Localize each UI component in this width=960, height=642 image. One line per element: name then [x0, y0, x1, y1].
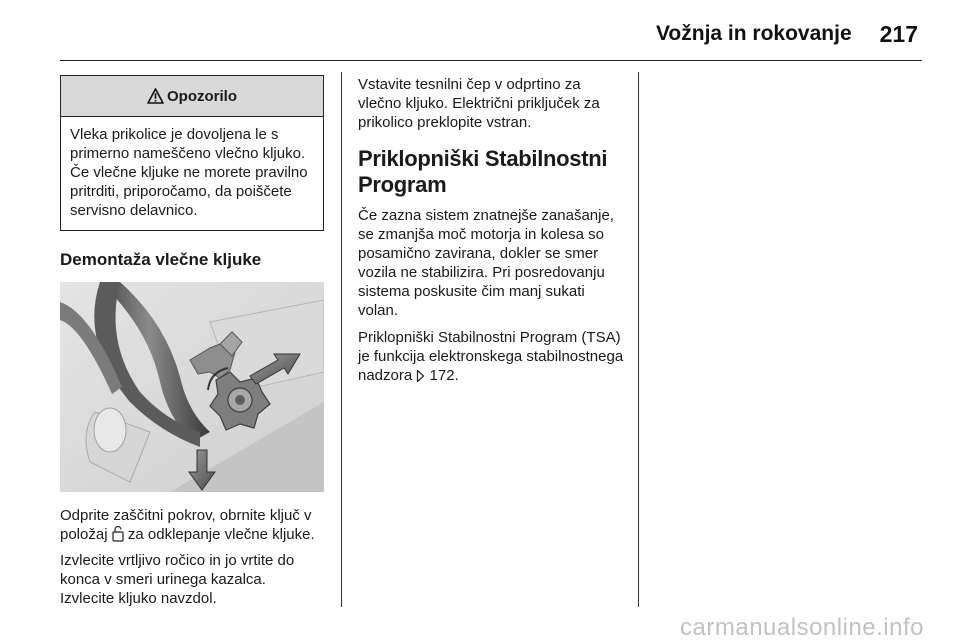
header-title: Vožnja in rokovanje [655, 22, 852, 45]
page-number: 217 [879, 20, 918, 47]
column-middle [358, 75, 624, 385]
warning-header [61, 76, 323, 117]
removal-heading: Demontaža vlečne kljuke [60, 250, 262, 269]
intro-paragraph: Vstavite tesnilni čep v odprtino za vlečno kljuko. Električni priključek za prikolico preklopite vstran. [358, 76, 600, 131]
warning-triangle-icon [147, 88, 164, 104]
removal-step-2: Izvlecite vrtljivo ročico in jo vrtite do konca v smeri urinega kazalca. Izvlecite kljuko navzdol. [60, 552, 295, 607]
watermark: carmanualsonline.info [680, 614, 924, 641]
warning-text: Vleka prikolice je dovoljena le s primerno nameščeno vlečno kljuko. Če vlečne kljuke ne morete pravilno pritrditi, priporočamo, da poiščete servisno delavnico. [70, 126, 308, 219]
removal-step-1: Odprite zaščitni pokrov, obrnite ključ v položaj za odklepanje vlečne kljuke. [60, 507, 315, 543]
column-left [60, 75, 324, 608]
tsa-paragraph-1: Če zazna sistem znatnejše zanašanje, se zmanjša moč motorja in kolesa so posamično zavirana, dokler se smer vozila ne stabilizira. Pri posredovanju sistema poskusite čim manj sukati volan. [358, 207, 614, 319]
tow-hook-removal-illustration [60, 282, 324, 492]
header-rule [60, 60, 922, 61]
column-divider-right [638, 72, 639, 607]
reference-page[interactable]: 172. [429, 367, 459, 384]
warning-box [60, 75, 324, 231]
page-header [656, 14, 918, 54]
unlock-icon [112, 525, 124, 542]
section-title: Priklopniški Stabilnostni Program [358, 146, 608, 197]
tsa-paragraph-2: Priklopniški Stabilnostni Program (TSA) je funkcija elektronskega stabilnostnega nadzora 172. [358, 329, 624, 384]
column-divider-left [341, 72, 342, 607]
warning-title: Opozorilo [167, 87, 237, 105]
page-reference-arrow-icon[interactable] [416, 369, 425, 383]
